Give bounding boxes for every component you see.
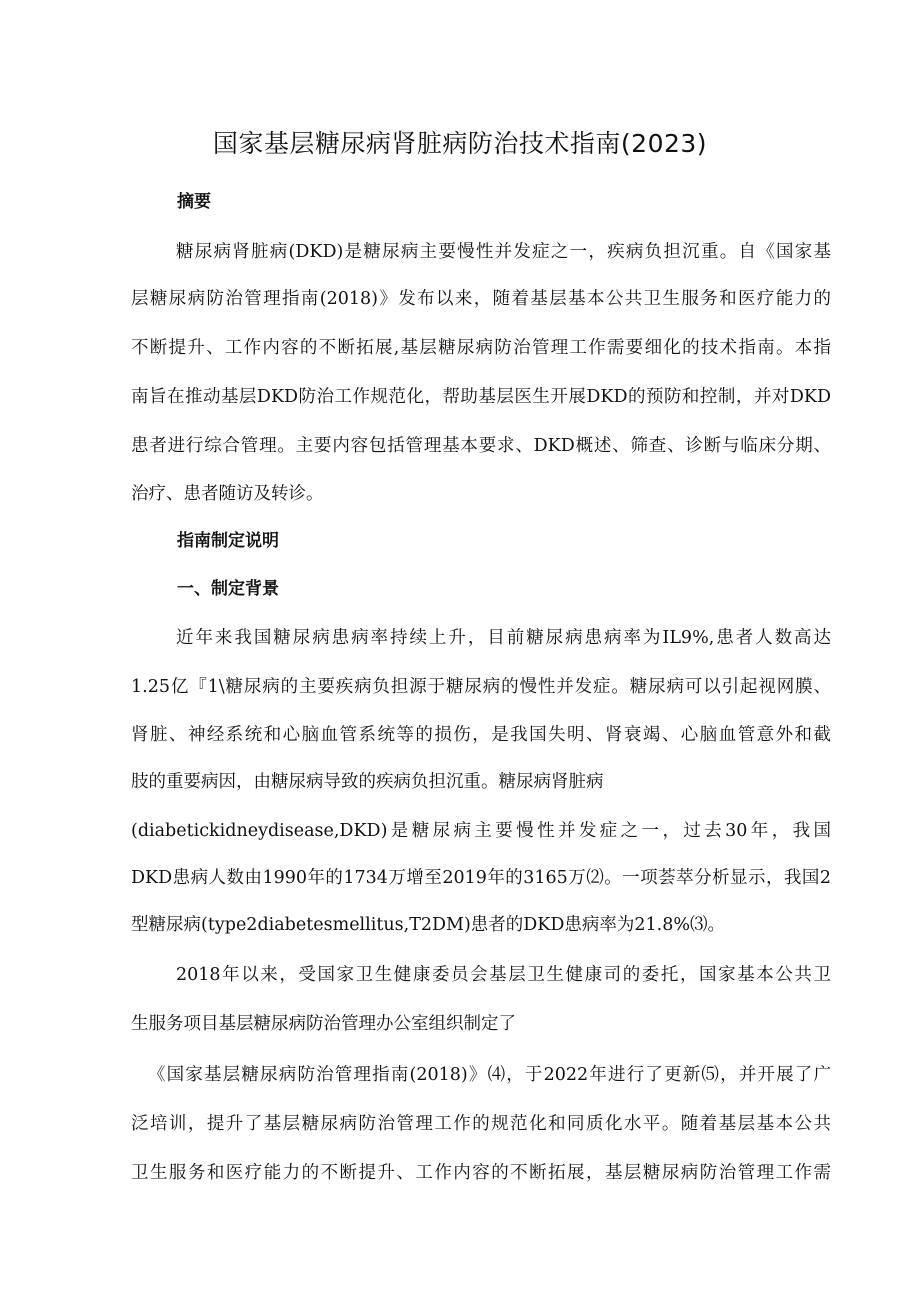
paragraph-line: 肢的重要病因，由糖尿病导致的疾病负担沉重。糖尿病肾脏病 (131, 772, 604, 792)
guide-heading: 指南制定说明 (177, 531, 279, 551)
paragraph-line: 生服务项目基层糖尿病防治管理办公室组织制定了 (131, 1014, 516, 1034)
paragraph-line: (diabetickidneydisease,DKD)是糖尿病主要慢性并发症之一，过去30年，我国 (131, 821, 831, 841)
paragraph-line: 肾脏、神经系统和心脑血管系统等的损伤，是我国失明、肾衰竭、心脑血管意外和截 (131, 725, 831, 745)
document-title: 国家基层糖尿病肾脏病防治技术指南(2023) (212, 129, 708, 158)
abstract-heading: 摘要 (177, 192, 211, 212)
paragraph-line: 近年来我国糖尿病患病率持续上升，目前糖尿病患病率为IL9%,患者人数高达 (176, 628, 831, 648)
paragraph-line: 卫生服务和医疗能力的不断提升、工作内容的不断拓展，基层糖尿病防治管理工作需 (131, 1163, 831, 1183)
paragraph-line: 2018年以来，受国家卫生健康委员会基层卫生健康司的委托，国家基本公共卫 (176, 965, 831, 985)
abstract-line: 患者进行综合管理。主要内容包括管理基本要求、DKD概述、筛查、诊断与临床分期、 (131, 436, 831, 456)
paragraph-line: 《国家基层糖尿病防治管理指南(2018)》⑷，于2022年进行了更新⑸，并开展了广 (148, 1065, 831, 1085)
section-heading: 一、制定背景 (177, 579, 279, 599)
paragraph-line: 泛培训，提升了基层糖尿病防治管理工作的规范化和同质化水平。随着基层基本公共 (131, 1114, 831, 1134)
paragraph-line: 1.25亿『1\糖尿病的主要疾病负担源于糖尿病的慢性并发症。糖尿病可以引起视网膜、 (131, 677, 831, 697)
abstract-line: 层糖尿病防治管理指南(2018)》发布以来，随着基层基本公共卫生服务和医疗能力的 (131, 289, 831, 309)
abstract-line: 南旨在推动基层DKD防治工作规范化，帮助基层医生开展DKD的预防和控制，并对DKD (131, 387, 831, 407)
paragraph-line: DKD患病人数由1990年的1734万增至2019年的3165万⑵。一项荟萃分析显示，我国2 (131, 868, 831, 888)
abstract-line: 治疗、患者随访及转诊。 (131, 484, 324, 504)
paragraph-line: 型糖尿病(type2diabetesmellitus,T2DM)患者的DKD患病率为21.8%⑶。 (131, 915, 725, 935)
abstract-line: 糖尿病肾脏病(DKD)是糖尿病主要慢性并发症之一，疾病负担沉重。自《国家基 (176, 242, 831, 262)
abstract-line: 不断提升、工作内容的不断拓展,基层糖尿病防治管理工作需要细化的技术指南。本指 (131, 338, 831, 358)
